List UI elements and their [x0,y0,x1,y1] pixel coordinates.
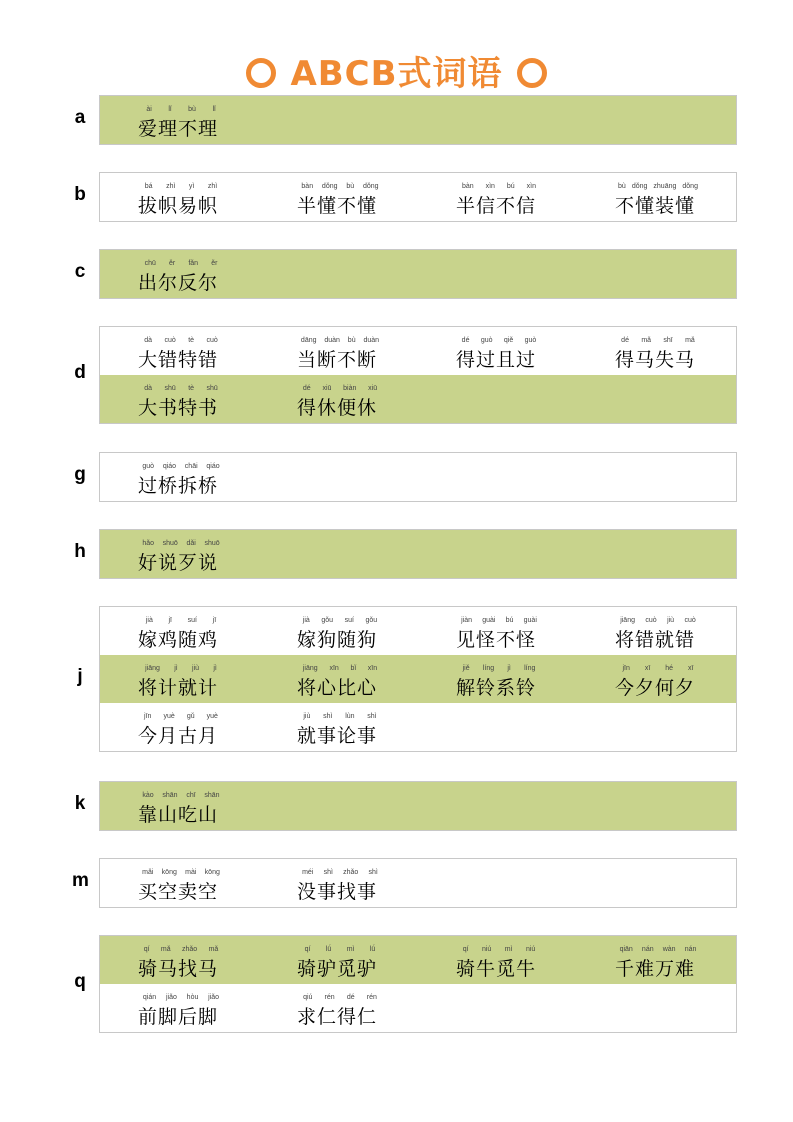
word-group-j [99,606,737,752]
pinyin-syllable: ěr [168,260,176,267]
pinyin-syllable: dǎi [186,540,196,547]
page-title-text: ABCB式词语 [290,54,503,94]
idiom-item [138,703,288,751]
idiom-item [138,173,288,221]
pinyin-syllable: tè [188,337,195,344]
idiom-text: 半懂不懂 [297,195,378,217]
pinyin-syllable: shuō [204,540,220,547]
pinyin-syllable: chī [186,792,196,799]
pinyin-syllable: niú [525,946,536,953]
word-group-a [99,95,737,145]
idiom-item [138,936,288,984]
pinyin-line [138,337,224,344]
pinyin-syllable: zhuāng [653,183,677,190]
pinyin-syllable: cuò [206,337,218,344]
pinyin-syllable: xīn [329,665,339,672]
pinyin-syllable: guài [523,617,537,624]
pinyin-syllable: jī [168,617,172,624]
pinyin-syllable: jiāng [145,665,160,672]
word-row [100,782,736,830]
pinyin-syllable: jiě [462,665,470,672]
idiom-item [615,936,765,984]
group-letter: q [74,971,86,992]
idiom-text: 将心比心 [297,677,378,699]
word-group-h [99,529,737,579]
pinyin-syllable: jīn [144,713,152,720]
pinyin-syllable: guò [480,337,493,344]
idiom-text: 买空卖空 [138,881,219,903]
idiom-item [456,655,606,703]
pinyin-syllable: zhì [207,183,218,190]
idiom-item [615,173,765,221]
idiom-text: 嫁狗随狗 [297,629,378,651]
group-letter: j [77,666,83,687]
pinyin-syllable: bàn [301,183,314,190]
pinyin-syllable: kōng [161,869,177,876]
group-letter: g [74,464,86,485]
idiom-item [138,859,288,907]
pinyin-syllable: bá [144,183,153,190]
pinyin-syllable: guò [524,337,537,344]
pinyin-syllable: biàn [343,385,357,392]
pinyin-syllable: shān [162,792,178,799]
pinyin-syllable: hòu [186,994,199,1001]
pinyin-line [138,994,224,1001]
pinyin-syllable: qián [142,994,157,1001]
pinyin-syllable: dāng [300,337,317,344]
idiom-text: 大错特错 [138,349,219,371]
idiom-text: 不懂装懂 [615,195,696,217]
pinyin-line [138,617,224,624]
word-row [100,453,736,501]
pinyin-syllable: dǒng [321,183,338,190]
pinyin-syllable: mǎ [160,946,171,953]
idiom-item [138,530,288,578]
idiom-text: 过桥拆桥 [138,475,219,497]
pinyin-syllable: hé [665,665,674,672]
pinyin-syllable: shū [206,385,218,392]
bullseye-icon [246,58,276,88]
pinyin-syllable: jiǎo [165,994,177,1001]
idiom-text: 解铃系铃 [456,677,537,699]
pinyin-syllable: bú [506,183,515,190]
idiom-item [138,96,288,144]
pinyin-syllable: jiàn [461,617,472,624]
pinyin-line [138,260,224,267]
pinyin-line [297,337,383,344]
word-group-d [99,326,737,424]
pinyin-syllable: líng [482,665,495,672]
pinyin-syllable: jiǎo [208,994,220,1001]
pinyin-syllable: qiáo [162,463,177,470]
pinyin-line [297,869,383,876]
pinyin-line [297,183,383,190]
idiom-item [456,173,606,221]
pinyin-line [297,665,383,672]
pinyin-syllable: bàn [461,183,474,190]
pinyin-line [456,183,542,190]
idiom-item [138,655,288,703]
idiom-item [138,453,288,501]
pinyin-syllable: bù [346,183,355,190]
pinyin-line [138,665,224,672]
idiom-item [138,375,288,423]
pinyin-syllable: zhǎo [343,869,359,876]
pinyin-line [456,665,542,672]
pinyin-syllable: qiān [619,946,633,953]
idiom-item [297,173,447,221]
pinyin-syllable: zhǎo [182,946,198,953]
group-letter: h [74,541,86,562]
pinyin-syllable: rén [366,994,377,1001]
pinyin-line [138,946,224,953]
pinyin-syllable: dǒng [362,183,379,190]
pinyin-syllable: lǘ [325,946,332,953]
pinyin-syllable: jì [213,665,217,672]
pinyin-syllable: qiáo [206,463,220,470]
pinyin-line [138,106,224,113]
idiom-item [456,936,606,984]
pinyin-syllable: qiú [303,994,313,1001]
idiom-text: 骑马找马 [138,958,219,980]
pinyin-syllable: yuè [163,713,175,720]
pinyin-syllable: xīn [367,665,378,672]
pinyin-syllable: guò [142,463,155,470]
idiom-text: 得马失马 [615,349,696,371]
group-letter: b [74,184,86,205]
idiom-text: 没事找事 [297,881,378,903]
word-row [100,607,736,655]
pinyin-line [615,617,701,624]
pinyin-syllable: shì [323,869,333,876]
idiom-text: 骑驴觅驴 [297,958,378,980]
idiom-text: 今夕何夕 [615,677,696,699]
word-row [100,375,736,423]
idiom-text: 将计就计 [138,677,219,699]
pinyin-syllable: shì [368,869,378,876]
idiom-text: 大书特书 [138,397,219,419]
pinyin-syllable: zhì [166,183,176,190]
pinyin-syllable: mǎi [142,869,154,876]
idiom-text: 爱理不理 [138,118,219,140]
pinyin-syllable: dé [346,994,355,1001]
idiom-item [297,984,447,1032]
pinyin-syllable: dà [144,385,153,392]
idiom-item [615,327,765,375]
pinyin-syllable: rén [324,994,335,1001]
pinyin-syllable: hǎo [142,540,154,547]
pinyin-syllable: qí [304,946,311,953]
pinyin-syllable: gǒu [321,617,334,624]
pinyin-syllable: jiù [667,617,675,624]
word-row [100,250,736,298]
pinyin-syllable: nán [684,946,697,953]
pinyin-syllable: cuò [645,617,657,624]
pinyin-syllable: shì [323,713,333,720]
pinyin-syllable: shuō [162,540,178,547]
pinyin-syllable: qí [143,946,150,953]
pinyin-line [297,385,383,392]
pinyin-syllable: lǐ [212,106,216,113]
idiom-text: 嫁鸡随鸡 [138,629,219,651]
idiom-text: 见怪不怪 [456,629,537,651]
pinyin-syllable: tè [188,385,195,392]
pinyin-syllable: jiāng [302,665,318,672]
pinyin-syllable: mǎ [641,337,652,344]
pinyin-syllable: shān [204,792,220,799]
pinyin-syllable: kōng [204,869,220,876]
word-row [100,936,736,984]
pinyin-syllable: cuò [164,337,176,344]
pinyin-syllable: jiù [303,713,311,720]
idiom-text: 出尔反尔 [138,272,219,294]
pinyin-line [138,869,224,876]
pinyin-syllable: chū [144,260,156,267]
pinyin-syllable: xìn [526,183,536,190]
word-row [100,327,736,375]
idiom-item [138,607,288,655]
pinyin-syllable: xiū [368,385,378,392]
pinyin-syllable: chāi [184,463,198,470]
pinyin-syllable: wàn [662,946,676,953]
pinyin-line [297,994,383,1001]
pinyin-syllable: dé [302,385,311,392]
pinyin-syllable: bǐ [350,665,356,672]
group-letter: c [74,261,86,282]
pinyin-syllable: bú [505,617,514,624]
pinyin-syllable: mì [346,946,355,953]
pinyin-syllable: kào [142,792,154,799]
pinyin-syllable: jiù [192,665,200,672]
idiom-item [297,859,447,907]
pinyin-syllable: nán [641,946,654,953]
pinyin-syllable: guài [482,617,496,624]
idiom-text: 今月古月 [138,725,219,747]
pinyin-syllable: fǎn [188,260,199,267]
pinyin-syllable: suí [187,617,197,624]
idiom-item [615,655,765,703]
idiom-text: 靠山吃山 [138,804,219,826]
pinyin-syllable: bù [618,183,626,190]
pinyin-syllable: dé [461,337,470,344]
pinyin-syllable: shū [164,385,176,392]
pinyin-syllable: ěr [211,260,218,267]
pinyin-line [615,183,701,190]
idiom-text: 半信不信 [456,195,537,217]
group-letter: d [74,362,86,383]
pinyin-syllable: qiě [503,337,514,344]
pinyin-syllable: dǒng [631,183,648,190]
pinyin-line [297,617,383,624]
pinyin-syllable: xī [688,665,694,672]
pinyin-syllable: mǎ [208,946,219,953]
group-letter: a [74,107,86,128]
idiom-item [297,703,447,751]
pinyin-syllable: lǐ [168,106,172,113]
idiom-item [138,250,288,298]
pinyin-line [138,713,224,720]
pinyin-line [456,946,542,953]
group-letter: m [72,870,89,891]
idiom-text: 拔帜易帜 [138,195,219,217]
pinyin-syllable: mì [504,946,513,953]
word-row [100,984,736,1032]
pinyin-syllable: duàn [324,337,340,344]
pinyin-syllable: shī [663,337,673,344]
idiom-item [456,607,606,655]
page-title [0,46,793,95]
pinyin-syllable: gǔ [186,713,195,720]
pinyin-syllable: gǒu [365,617,378,624]
word-group-k [99,781,737,831]
pinyin-line [456,337,542,344]
idiom-item [297,607,447,655]
pinyin-syllable: qí [462,946,469,953]
pinyin-syllable: jià [302,617,310,624]
pinyin-syllable: jiāng [620,617,635,624]
pinyin-syllable: lǘ [369,946,376,953]
pinyin-syllable: yuè [206,713,218,720]
word-group-q [99,935,737,1033]
pinyin-line [297,713,383,720]
pinyin-syllable: jì [507,665,511,672]
pinyin-syllable: xiū [322,385,332,392]
pinyin-syllable: suí [344,617,354,624]
pinyin-line [615,665,701,672]
group-letter: k [74,793,86,814]
pinyin-syllable: dǒng [682,183,698,190]
pinyin-line [297,946,383,953]
word-group-b [99,172,737,222]
pinyin-line [615,337,701,344]
idiom-text: 骑牛觅牛 [456,958,537,980]
idiom-item [297,936,447,984]
pinyin-syllable: dé [621,337,629,344]
idiom-item [138,984,288,1032]
pinyin-syllable: mǎ [685,337,695,344]
word-row [100,96,736,144]
idiom-text: 求仁得仁 [297,1006,378,1028]
idiom-text: 当断不断 [297,349,378,371]
pinyin-syllable: xìn [485,183,495,190]
idiom-item [138,327,288,375]
idiom-text: 千难万难 [615,958,696,980]
word-group-m [99,858,737,908]
pinyin-syllable: jī [212,617,217,624]
word-group-g [99,452,737,502]
pinyin-line [138,183,224,190]
pinyin-syllable: yì [188,183,195,190]
word-row [100,859,736,907]
idiom-text: 得过且过 [456,349,537,371]
word-row [100,703,736,751]
pinyin-line [138,385,224,392]
idiom-item [138,782,288,830]
pinyin-syllable: bù [347,337,356,344]
word-row [100,655,736,703]
idiom-item [297,375,447,423]
pinyin-syllable: jià [145,617,153,624]
pinyin-syllable: lùn [345,713,355,720]
idiom-item [615,607,765,655]
idiom-item [297,655,447,703]
idiom-item [297,327,447,375]
idiom-text: 得休便休 [297,397,378,419]
pinyin-syllable: dà [144,337,153,344]
pinyin-syllable: bù [188,106,196,113]
idiom-text: 将错就错 [615,629,696,651]
pinyin-line [456,617,542,624]
pinyin-syllable: ài [146,106,152,113]
pinyin-syllable: mài [185,869,197,876]
pinyin-syllable: shì [367,713,377,720]
pinyin-line [138,540,224,547]
idiom-text: 好说歹说 [138,552,219,574]
pinyin-syllable: duàn [363,337,380,344]
idiom-text: 就事论事 [297,725,378,747]
pinyin-syllable: líng [524,665,536,672]
idiom-text: 前脚后脚 [138,1006,219,1028]
pinyin-syllable: niú [481,946,492,953]
idiom-item [456,327,606,375]
pinyin-syllable: cuò [684,617,696,624]
pinyin-line [138,792,224,799]
pinyin-syllable: méi [302,869,314,876]
word-group-c [99,249,737,299]
pinyin-syllable: xī [644,665,651,672]
pinyin-line [615,946,701,953]
bullseye-icon [517,58,547,88]
pinyin-line [138,463,224,470]
word-row [100,530,736,578]
word-row [100,173,736,221]
pinyin-syllable: jīn [622,665,630,672]
pinyin-syllable: jì [174,665,178,672]
